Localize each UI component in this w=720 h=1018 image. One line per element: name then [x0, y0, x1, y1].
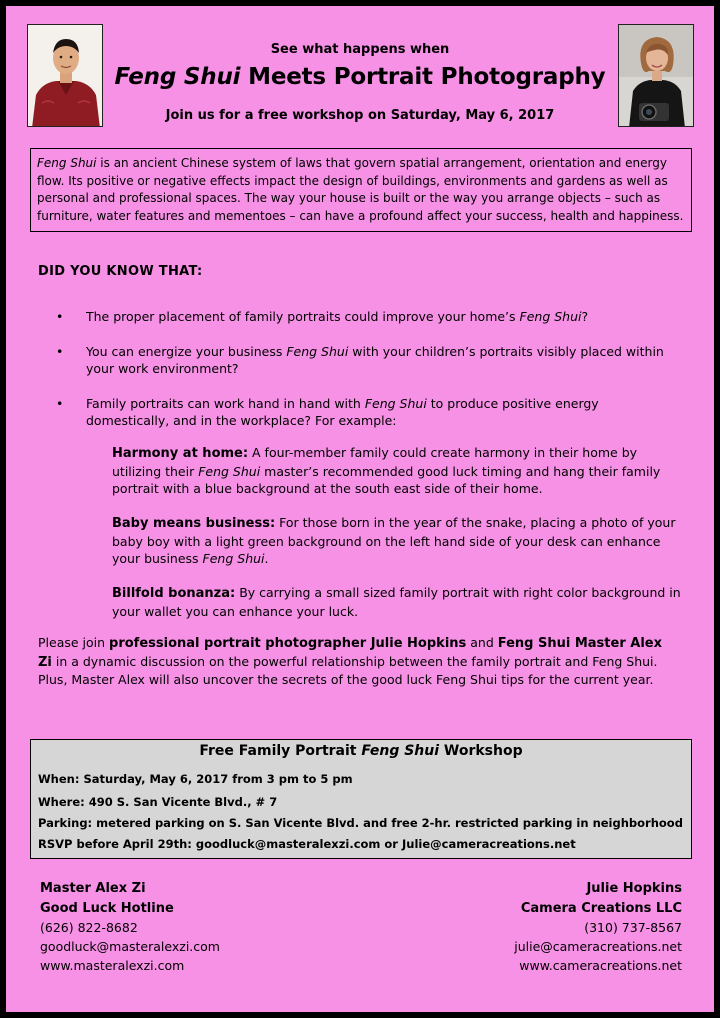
- bullet-text: Family portraits can work hand in hand with Feng Shui to produce positive energy domestically, and in the workplace? For example:: [86, 396, 599, 428]
- example-harmony-at-home: Harmony at home: A four-member family could create harmony in their home by utilizing their Feng Shui master’s recommended good luck timing and hang their family portrait with a blue background at the south east side of their home.: [112, 445, 661, 496]
- contact-email: goodluck@masteralexzi.com: [40, 939, 220, 954]
- contact-org: Camera Creations LLC: [520, 901, 682, 916]
- workshop-date-line: Join us for a free workshop on Saturday, May 6, 2017: [165, 108, 555, 123]
- bullet-dot-icon: •: [56, 309, 64, 324]
- page-title-rest: Meets Portrait Photography: [240, 64, 606, 90]
- workshop-when: When: Saturday, May 6, 2017 from 3 pm to 5 pm: [38, 772, 353, 786]
- contact-website: www.cameracreations.net: [519, 958, 682, 973]
- contact-julie-hopkins: [514, 878, 682, 975]
- example-baby-means-business: Baby means business: For those born in the year of the snake, placing a photo of your baby boy with a light green background on the left hand side of your desk can enhance your business Feng Shui.: [112, 515, 676, 566]
- bullet-dot-icon: •: [56, 396, 64, 411]
- intro-em: Feng Shui: [37, 156, 97, 170]
- intro-box: [30, 148, 692, 232]
- bullet-item: [56, 395, 676, 429]
- workshop-where: Where: 490 S. San Vicente Blvd., # 7: [38, 795, 278, 809]
- bullet-item: [56, 308, 676, 325]
- contact-phone: (310) 737-8567: [584, 920, 682, 935]
- bullet-dot-icon: •: [56, 344, 64, 359]
- bullet-text: You can energize your business Feng Shui with your children’s portraits visibly placed within your work environment?: [86, 344, 664, 376]
- contact-name: Master Alex Zi: [40, 881, 146, 896]
- workshop-parking: Parking: metered parking on S. San Vicente Blvd. and free 2-hr. restricted parking in neighborhood: [38, 816, 683, 830]
- did-you-know-heading: DID YOU KNOW THAT:: [38, 264, 203, 279]
- bullet-text: The proper placement of family portraits could improve your home’s Feng Shui?: [86, 309, 589, 324]
- page-title-italic: Feng Shui: [114, 64, 241, 90]
- contact-org: Good Luck Hotline: [40, 901, 174, 916]
- contact-website: www.masteralexzi.com: [40, 958, 185, 973]
- page-title: [6, 64, 714, 90]
- example-billfold-bonanza: Billfold bonanza: By carrying a small sized family portrait with right color background in your wallet you can enhance your luck.: [112, 585, 681, 619]
- contact-name: Julie Hopkins: [586, 881, 682, 896]
- bullet-item: [56, 343, 676, 377]
- intro-text: is an ancient Chinese system of laws that govern spatial arrangement, orientation and energy flow. Its positive or negative effects impact the design of buildings, environments and gardens as well as personal and professional spaces. The way your house is built or the way you arrange objects – such as furniture, water features and mementoes – can have a profound affect your success, health and happiness.: [37, 156, 684, 223]
- contact-phone: (626) 822-8682: [40, 920, 138, 935]
- pre-title: See what happens when: [270, 42, 450, 57]
- workshop-info-box: [30, 739, 692, 859]
- contact-alex-zi: [40, 878, 220, 975]
- contact-email: julie@cameracreations.net: [514, 939, 682, 954]
- join-paragraph: Please join professional portrait photographer Julie Hopkins and Feng Shui Master Alex Zi in a dynamic discussion on the powerful relationship between the family portrait and Feng Shui. Plus, Master Alex will also uncover the secrets of the good luck Feng Shui tips for the current year.: [38, 635, 662, 687]
- workshop-title: Free Family Portrait Feng Shui Workshop: [199, 743, 523, 759]
- workshop-rsvp: RSVP before April 29th: goodluck@masteralexzi.com or Julie@cameracreations.net: [38, 837, 576, 851]
- flyer-page: [6, 6, 714, 1012]
